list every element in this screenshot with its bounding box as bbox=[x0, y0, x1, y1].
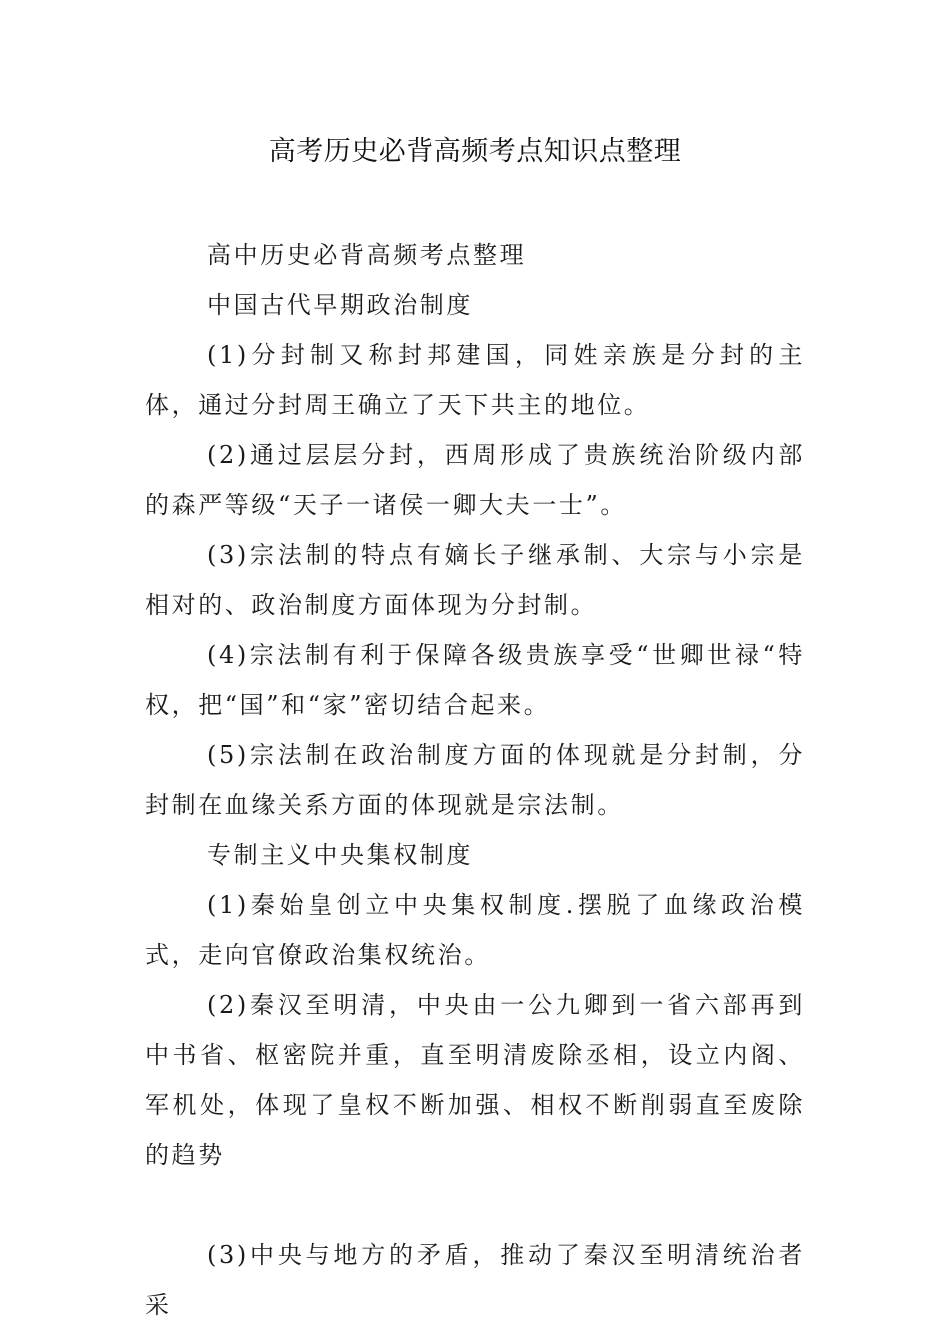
body-paragraph: (2)秦汉至明清，中央由一公九卿到一省六部再到中书省、枢密院并重，直至明清废除丞相，设立内阁、军机处，体现了皇权不断加强、相权不断削弱直至废除的趋势 bbox=[145, 991, 805, 1169]
section-heading: 专制主义中央集权制度 bbox=[207, 841, 473, 869]
section-heading: 中国古代早期政治制度 bbox=[207, 291, 473, 319]
body-paragraph: (3)中央与地方的矛盾，推动了秦汉至明清统治者采 bbox=[145, 1241, 805, 1319]
body-paragraph: (1)分封制又称封邦建国，同姓亲族是分封的主体，通过分封周王确立了天下共主的地位。 bbox=[145, 341, 805, 419]
document-title: 高考历史必背高频考点知识点整理 bbox=[268, 136, 682, 167]
document-body bbox=[145, 230, 805, 1330]
body-paragraph: (5)宗法制在政治制度方面的体现就是分封制，分封制在血缘关系方面的体现就是宗法制。 bbox=[145, 741, 805, 819]
body-paragraph: (1)秦始皇创立中央集权制度.摆脱了血缘政治模式，走向官僚政治集权统治。 bbox=[145, 891, 805, 969]
body-paragraph: (2)通过层层分封，西周形成了贵族统治阶级内部的森严等级“天子一诸侯一卿大夫一士”。 bbox=[145, 441, 805, 519]
body-paragraph: (4)宗法制有利于保障各级贵族享受“世卿世禄“特权，把“国”和“家”密切结合起来。 bbox=[145, 641, 805, 719]
body-paragraph: (3)宗法制的特点有嫡长子继承制、大宗与小宗是相对的、政治制度方面体现为分封制。 bbox=[145, 541, 805, 619]
section-heading: 高中历史必背高频考点整理 bbox=[207, 241, 527, 269]
